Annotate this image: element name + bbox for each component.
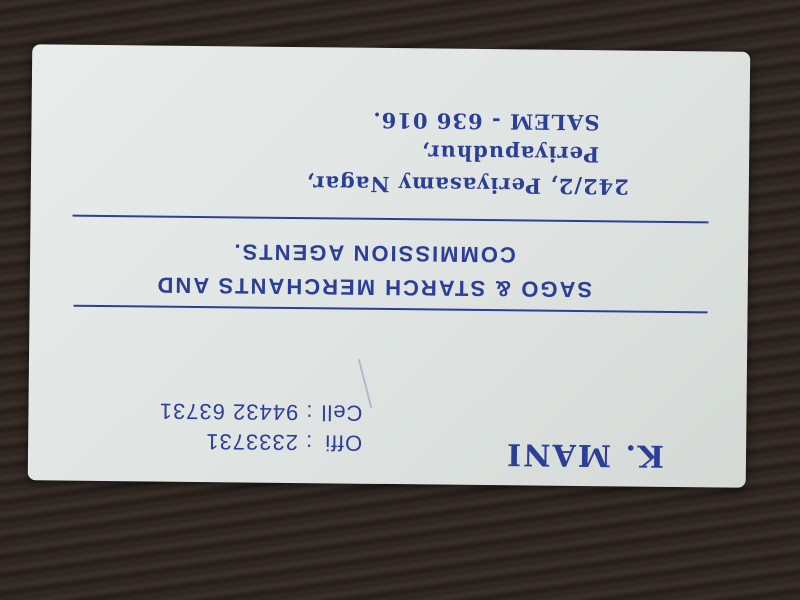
- address-line-2: Periyapudhur,: [420, 140, 600, 168]
- business-description: [114, 233, 635, 306]
- office-label: Offi: [324, 430, 363, 456]
- business-line-1: SAGO & STARCH MERCHANTS AND: [155, 272, 593, 303]
- business-line-2: COMMISSION AGENTS.: [232, 239, 516, 268]
- cell-label: Cell: [320, 400, 363, 426]
- address-line-3: SALEM - 636 016.: [372, 107, 600, 136]
- person-name: K. MANI: [504, 436, 665, 473]
- cell-number: : 94432 63731: [158, 398, 313, 426]
- address-block: [305, 103, 629, 202]
- address-line-1: 242/2, Periyasamy Nagar,: [305, 171, 629, 200]
- office-number: : 2333731: [205, 429, 313, 456]
- business-card: [28, 44, 751, 487]
- card-content-upside-down: [28, 44, 751, 487]
- office-phone: [158, 426, 362, 458]
- divider-bottom: [72, 215, 708, 224]
